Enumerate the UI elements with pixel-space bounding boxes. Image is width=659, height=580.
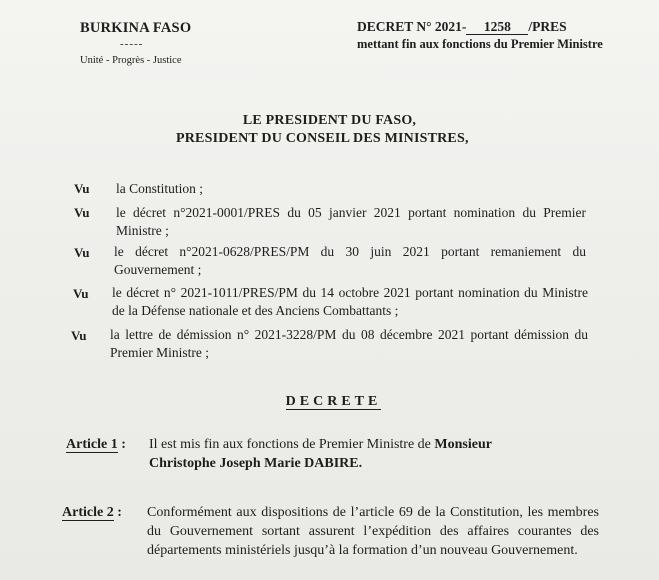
national-motto: Unité - Progrès - Justice: [80, 55, 182, 66]
vu-text: le décret n° 2021-1011/PRES/PM du 14 octobre 2021 portant nomination du Ministre de la Défense nationale et des Anciens Combattants ;: [112, 285, 588, 318]
article-1-text: [149, 435, 596, 473]
vu-label: Vu: [74, 205, 90, 220]
decree-number-line: [357, 19, 567, 35]
article-1-honorific: Monsieur: [434, 437, 492, 452]
header-separator: -----: [120, 38, 144, 50]
article-1-title: Article 1: [66, 437, 118, 452]
vu-label: Vu: [74, 245, 90, 260]
decree-subject: mettant fin aux fonctions du Premier Ministre: [357, 37, 603, 51]
vu-text: la Constitution ;: [116, 181, 204, 196]
decision-heading-text: DECRETE: [285, 394, 382, 409]
article-1-colon: :: [117, 437, 126, 452]
article-1-body: Il est mis fin aux fonctions de Premier Ministre de: [149, 437, 435, 452]
decree-suffix: /PRES: [528, 19, 567, 34]
article-1-person-name: Christophe Joseph Marie DABIRE.: [149, 456, 363, 471]
vu-text: le décret n°2021-0001/PRES du 05 janvier 2021 portant nomination du Premier Ministre ;: [116, 205, 586, 238]
article-2-text: Conformément aux dispositions de l’article 69 de la Constitution, les membres du Gouvernement sortant assurent l’expédition des affaires courantes des départements ministériels jusqu’à la formation d’un nouveau Gouvernement.: [147, 505, 599, 558]
decision-heading: [0, 394, 659, 410]
vu-label: Vu: [73, 286, 89, 301]
vu-label: Vu: [71, 328, 87, 343]
article-1-label: [66, 437, 126, 453]
authority-line-1: LE PRESIDENT DU FASO,: [242, 113, 417, 128]
decree-prefix: DECRET N° 2021-: [357, 19, 467, 34]
article-2-label: [62, 505, 122, 521]
vu-text: le décret n°2021-0628/PRES/PM du 30 juin 2021 portant remaniement du Gouvernement ;: [114, 244, 586, 277]
country-name: BURKINA FASO: [80, 20, 192, 36]
article-2-title: Article 2: [62, 505, 114, 520]
decree-number: 1258: [466, 20, 528, 35]
vu-label: Vu: [74, 181, 90, 196]
authority-line-2: PRESIDENT DU CONSEIL DES MINISTRES,: [176, 131, 469, 146]
vu-text: la lettre de démission n° 2021-3228/PM du 08 décembre 2021 portant démission du Premier Ministre ;: [110, 327, 588, 360]
article-2-colon: :: [113, 505, 122, 520]
